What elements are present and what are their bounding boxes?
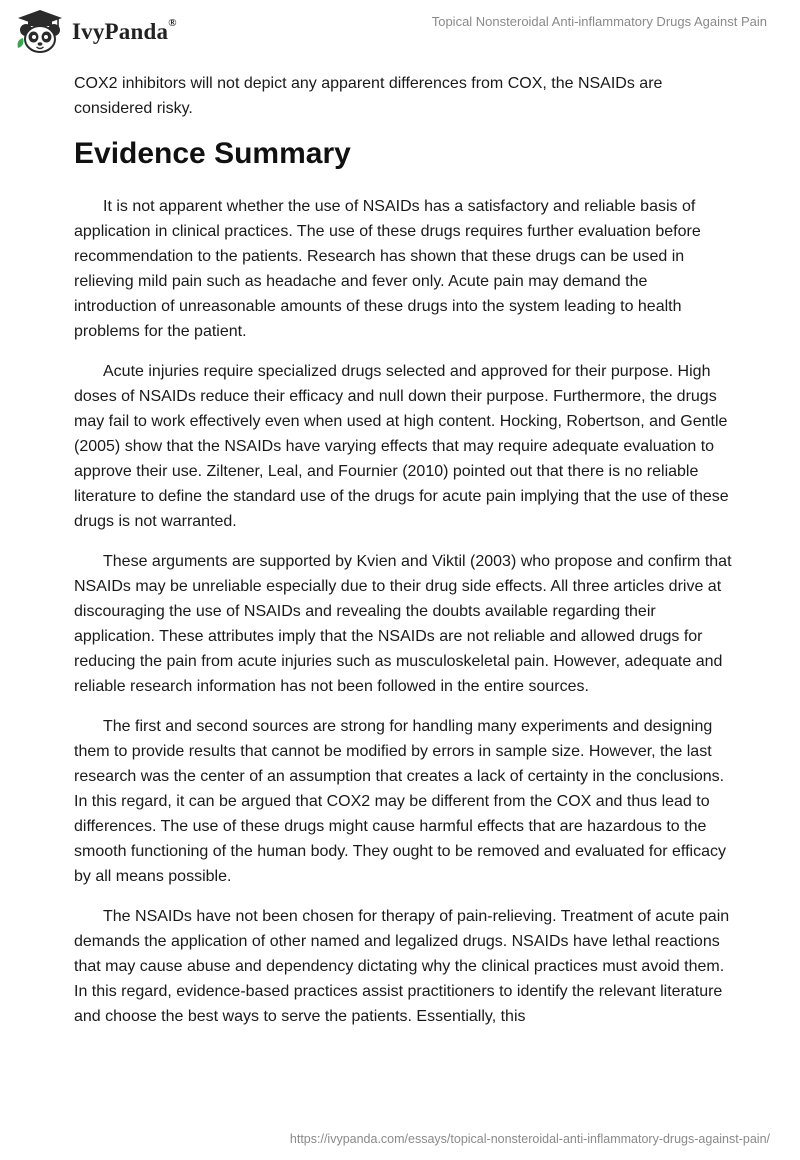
intro-paragraph: COX2 inhibitors will not depict any apparent differences from COX, the NSAIDs are considered risky.	[74, 75, 663, 117]
page-header	[0, 0, 800, 60]
source-url[interactable]: https://ivypanda.com/essays/topical-nonsteroidal-anti-inflammatory-drugs-against-pain/	[289, 1132, 770, 1146]
document-title: Topical Nonsteroidal Anti-inflammatory Drugs Against Pain	[431, 14, 767, 29]
registered-mark: ®	[168, 17, 177, 29]
brand-name-text: IvyPanda	[72, 19, 169, 44]
brand-logo[interactable]	[14, 8, 177, 56]
body-paragraph: The first and second sources are strong for handling many experiments and designing them to provide results that cannot be modified by errors in sample size. However, the last research was the center of an assumption that creates a lack of certainty in the conclusions. In this regard, it can be argued that COX2 may be different from the COX and thus lead to differences. The use of these drugs might cause harmful effects that are hazardous to the smooth functioning of the human body. They ought to be removed and evaluated for efficacy by all means possible.	[74, 718, 726, 885]
essay-content	[74, 71, 734, 1044]
body-paragraph: Acute injuries require specialized drugs selected and approved for their purpose. High doses of NSAIDs reduce their efficacy and null down their purpose. Furthermore, the drugs may fail to work effectively even when used at high content. Hocking, Robertson, and Gentle (2005) show that the NSAIDs have varying effects that may require adequate evaluation to approve their use. Ziltener, Leal, and Fournier (2010) pointed out that there is no reliable literature to define the standard use of the drugs for acute pain implying that the use of these drugs is not warranted.	[74, 363, 729, 530]
body-paragraph: The NSAIDs have not been chosen for therapy of pain-relieving. Treatment of acute pain demands the application of other named and legalized drugs. NSAIDs have lethal reactions that may cause abuse and dependency dictating why the clinical practices must avoid them. In this regard, evidence-based practices assist practitioners to identify the relevant literature and choose the best ways to serve the patients. Essentially, this	[74, 908, 730, 1025]
body-paragraph: It is not apparent whether the use of NSAIDs has a satisfactory and reliable basis of application in clinical practices. The use of these drugs requires further evaluation before recommendation to the patients. Research has shown that these drugs can be used in relieving mild pain such as headache and fever only. Acute pain may demand the introduction of unreasonable amounts of these drugs into the system leading to health problems for the patient.	[74, 198, 701, 340]
panda-graduation-cap-icon	[14, 8, 66, 56]
body-paragraph: These arguments are supported by Kvien and Viktil (2003) who propose and confirm that NSAIDs may be unreliable especially due to their drug side effects. All three articles drive at discouraging the use of NSAIDs and revealing the doubts available regarding their application. These attributes imply that the NSAIDs are not reliable and allowed drugs for reducing the pain from acute injuries such as musculoskeletal pain. However, adequate and reliable research information has not been followed in the entire sources.	[74, 553, 732, 695]
brand-name	[72, 19, 177, 45]
section-heading: Evidence Summary	[74, 137, 351, 170]
